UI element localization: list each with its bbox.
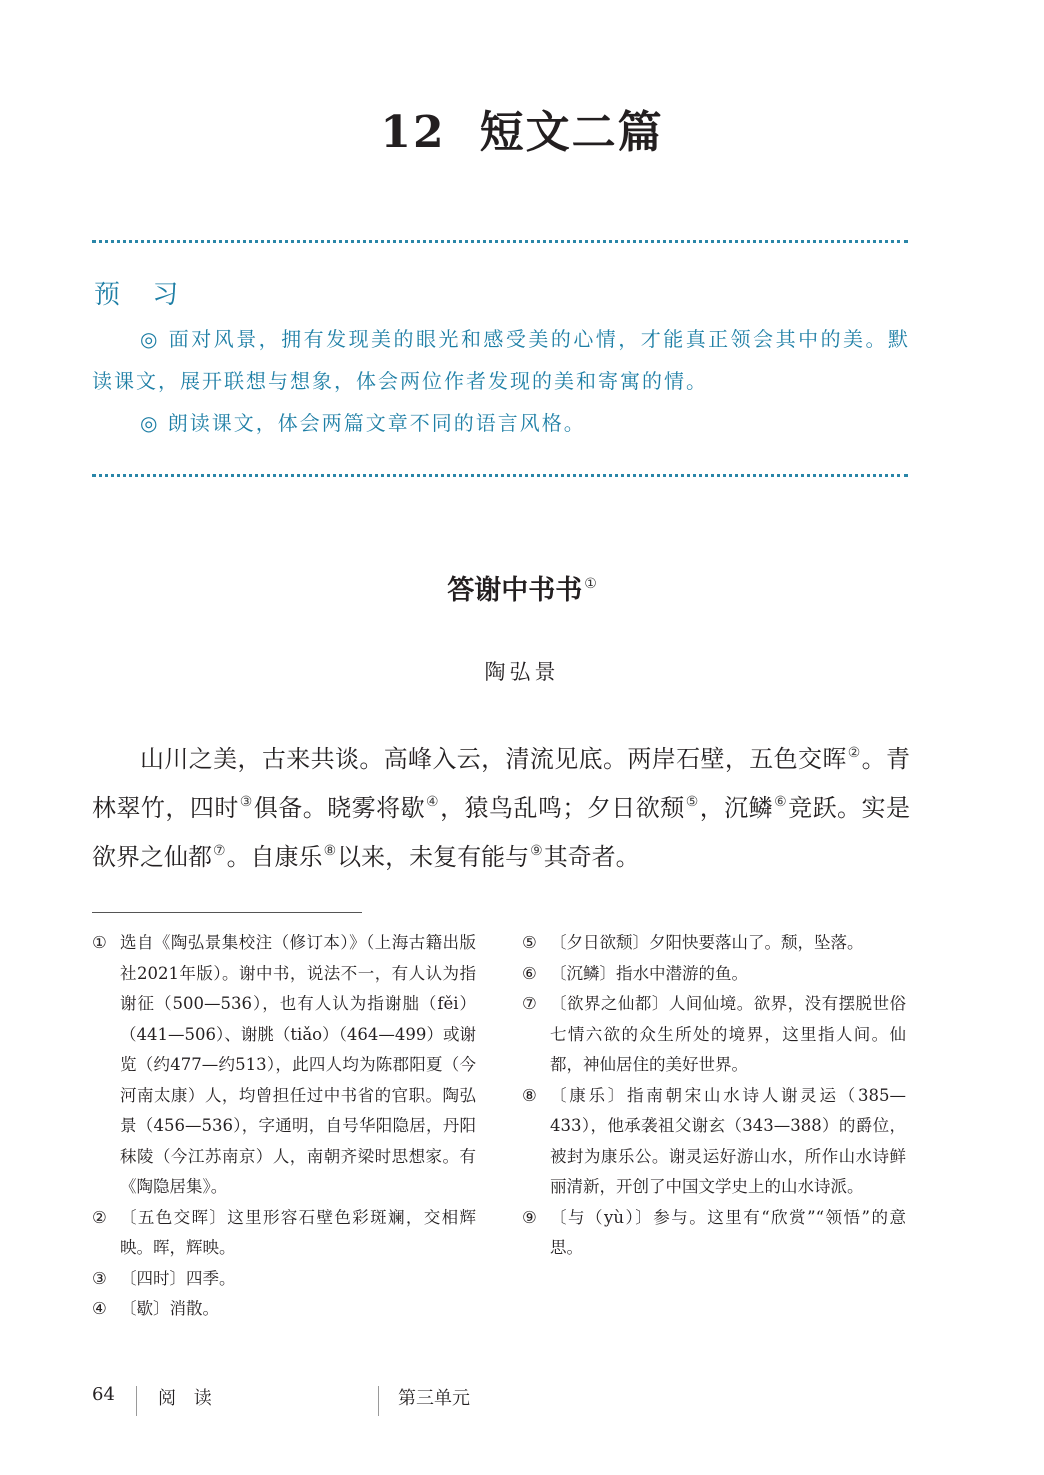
chapter-name: 短文二篇	[479, 107, 664, 158]
footnotes-left-column	[92, 928, 476, 1325]
footnote-mark: ①	[92, 933, 107, 952]
footnote-mark: ③	[92, 1268, 107, 1288]
main-text	[92, 732, 910, 879]
preview-heading: 预 习	[94, 280, 191, 310]
footnote-ref[interactable]: ⑦	[213, 843, 226, 859]
footnote	[522, 1081, 906, 1203]
dotted-divider-bottom	[92, 474, 908, 477]
footer-divider	[378, 1386, 379, 1416]
footnote-ref[interactable]: ⑧	[323, 843, 337, 859]
footnote-mark: ⑤	[522, 933, 537, 952]
footnote	[92, 1294, 476, 1325]
footnote-text: 〔康乐〕指南朝宋山水诗人谢灵运（385—433），他承袭祖父谢玄（343—388）的爵位，被封为康乐公。谢灵运好游山水，所作山水诗鲜丽清新，开创了中国文学史上的山水诗派。	[550, 1085, 906, 1196]
text-segment: 竞跃。实是欲界之仙都	[92, 794, 910, 871]
footnote-ref[interactable]: ④	[426, 794, 440, 810]
footnote-mark: ⑥	[522, 963, 537, 983]
footnote	[92, 928, 476, 1203]
footnote-text: 〔沉鳞〕指水中潜游的鱼。	[550, 963, 748, 983]
footnotes-right-column	[522, 928, 906, 1264]
author: 陶弘景	[484, 660, 560, 684]
page-number: 64	[92, 1384, 115, 1405]
preview-item: ◎ 面对风景，拥有发现美的眼光和感受美的心情，才能真正领会其中的美。默读课文，展开联想与想象，体会两位作者发现的美和寄寓的情。	[92, 327, 910, 393]
chapter-number: 12	[380, 107, 446, 158]
footer-section-label: 阅 读	[158, 1388, 218, 1409]
footnote-ref[interactable]: ①	[584, 576, 597, 592]
piece-title	[0, 568, 1044, 607]
footnote-text: 〔与（yù）〕参与。这里有“欣赏”“领悟”的意思。	[550, 1207, 906, 1257]
footnote-ref[interactable]: ②	[847, 745, 861, 761]
footnote-mark: ⑧	[522, 1085, 537, 1105]
footnote-ref[interactable]: ③	[239, 794, 253, 810]
dotted-divider-top	[92, 240, 908, 243]
footnote-mark: ⑨	[522, 1207, 537, 1227]
footnote-text: 〔夕日欲颓〕夕阳快要落山了。颓，坠落。	[550, 933, 864, 952]
text-segment: 山川之美，古来共谈。高峰入云，清流见底。两岸石壁，五色交晖	[140, 745, 847, 773]
footnote-mark: ②	[92, 1207, 107, 1227]
footnote	[522, 959, 906, 990]
footnote-text: 〔欲界之仙都〕人间仙境。欲界，没有摆脱世俗七情六欲的众生所处的境界，这里指人间。仙都，神仙居住的美好世界。	[550, 994, 906, 1074]
footnote-ref[interactable]: ⑥	[774, 794, 788, 810]
footnote-mark: ④	[92, 1299, 107, 1318]
text-segment: 。自康乐	[226, 843, 323, 871]
chapter-title	[0, 96, 1044, 160]
footnote	[522, 928, 906, 959]
preview-item: ◎ 朗读课文，体会两篇文章不同的语言风格。	[140, 411, 586, 435]
footer-divider	[136, 1386, 137, 1416]
footnote	[92, 1203, 476, 1264]
footnote-text: 〔歇〕消散。	[120, 1299, 219, 1318]
main-paragraph	[92, 732, 910, 879]
text-segment: ，沉鳞	[699, 794, 774, 822]
text-segment: 其奇者。	[543, 843, 640, 871]
footnote	[522, 1203, 906, 1264]
footnote-ref[interactable]: ⑨	[530, 843, 543, 859]
footnote-ref[interactable]: ⑤	[685, 794, 699, 810]
piece-title-text: 答谢中书书	[447, 575, 583, 606]
footnote-rule	[92, 912, 362, 913]
text-segment: 以来，未复有能与	[337, 843, 530, 871]
footnote	[522, 989, 906, 1081]
footnote-text: 〔五色交晖〕这里形容石壁色彩斑斓，交相辉映。晖，辉映。	[120, 1207, 476, 1257]
footnote	[92, 1264, 476, 1295]
footer-unit-label: 第三单元	[398, 1388, 470, 1409]
text-segment: 。青林翠竹，四时	[92, 745, 910, 822]
footnote-mark: ⑦	[522, 994, 537, 1013]
text-segment: 俱备。晓雾将歇	[253, 794, 426, 822]
footnote-text: 〔四时〕四季。	[120, 1268, 236, 1288]
footnote-text: 选自《陶弘景集校注（修订本）》（上海古籍出版社2021年版）。谢中书，说法不一，有人认为指谢征（500—536），也有人认为指谢朏（fěi）（441—506）、谢朓（tiǎo）（464—499）或谢览（约477—约513），此四人均为陈郡阳夏（今河南太康）人，均曾担任过中书省的官职。陶弘景（456—536），字通明，自号华阳隐居，丹阳秣陵（今江苏南京）人，南朝齐梁时思想家。有《陶隐居集》。	[120, 933, 476, 1196]
preview-box	[92, 318, 910, 444]
text-segment: ，猿鸟乱鸣；夕日欲颓	[440, 794, 685, 822]
